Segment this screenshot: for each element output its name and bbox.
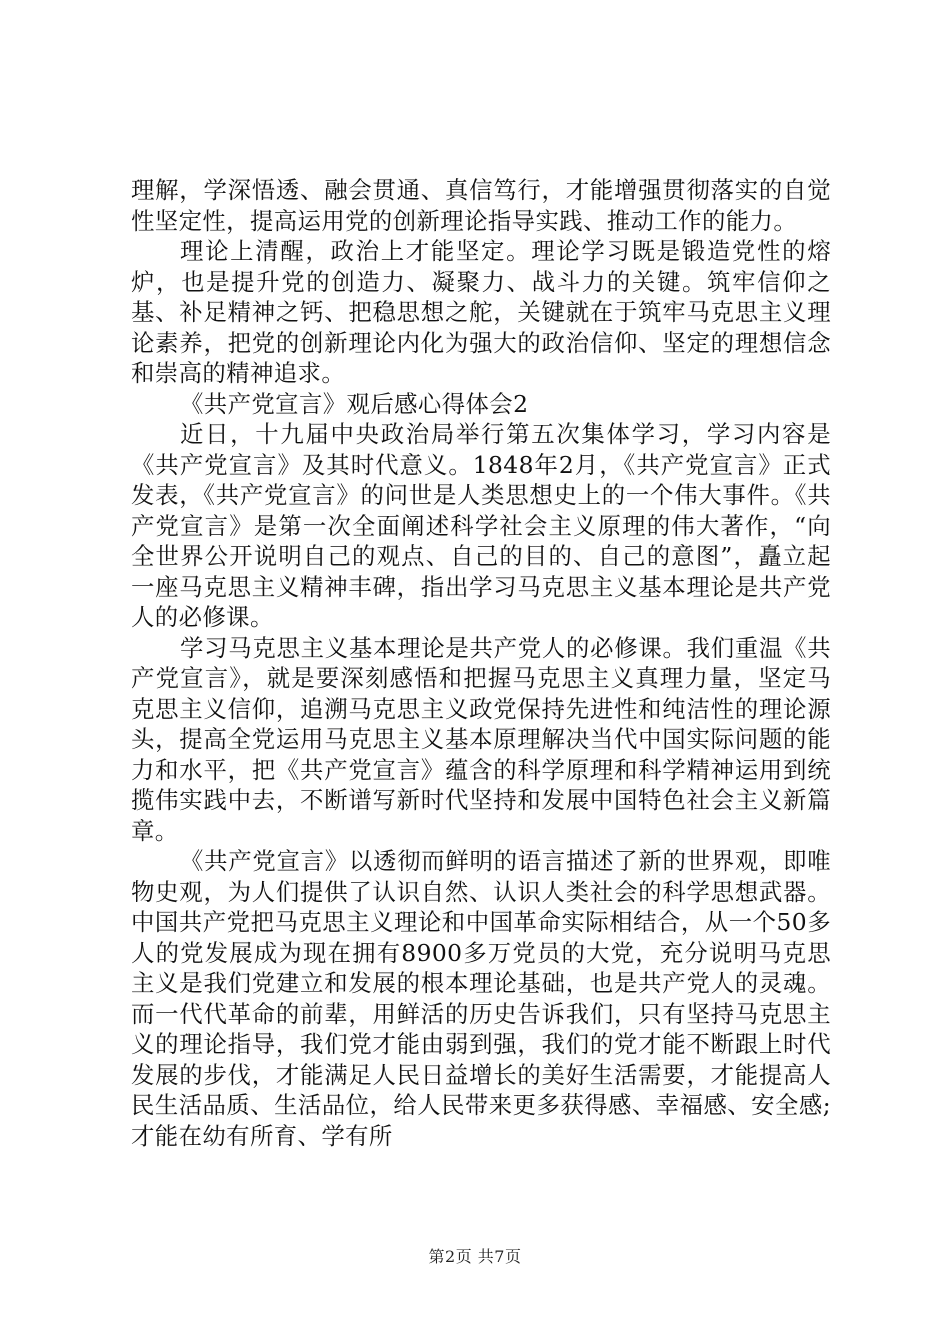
paragraph-3: 近日，十九届中央政治局举行第五次集体学习，学习内容是《共产党宣言》及其时代意义。1848年2月，《共产党宣言》正式发表，《共产党宣言》的问世是人类思想史上的一个伟大事件。《共产党宣言》是第一次全面阐述科学社会主义原理的伟大著作，“向全世界公开说明自己的观点、自己的目的、自己的意图”，矗立起一座马克思主义精神丰碑，指出学习马克思主义基本理论是共产党人的必修课。: [131, 420, 831, 631]
page-footer: 第2页 共7页: [428, 1247, 522, 1266]
paragraph-1: 理解，学深悟透、融会贯通、真信笃行，才能增强贯彻落实的自觉性坚定性，提高运用党的创新理论指导实践、推动工作的能力。: [131, 176, 831, 235]
paragraph-5: 《共产党宣言》以透彻而鲜明的语言描述了新的世界观，即唯物史观，为人们提供了认识自然、认识人类社会的科学思想武器。中国共产党把马克思主义理论和中国革命实际相结合，从一个50多人的党发展成为现在拥有8900多万党员的大党，充分说明马克思主义是我们党建立和发展的根本理论基础，也是共产党人的灵魂。而一代代革命的前辈，用鲜活的历史告诉我们，只有坚持马克思主义的理论指导，我们党才能由弱到强，我们的党才能不断跟上时代发展的步伐，才能满足人民日益增长的美好生活需要，才能提高人民生活品质、生活品位，给人民带来更多获得感、幸福感、安全感;才能在幼有所育、学有所: [131, 847, 831, 1150]
section-heading: 《共产党宣言》观后感心得体会2: [180, 389, 529, 418]
paragraph-2: 理论上清醒，政治上才能坚定。理论学习既是锻造党性的熔炉，也是提升党的创造力、凝聚力、战斗力的关键。筑牢信仰之基、补足精神之钙、把稳思想之舵，关键就在于筑牢马克思主义理论素养，把党的创新理论内化为强大的政治信仰、坚定的理想信念和崇高的精神追求。: [131, 237, 831, 387]
paragraph-4: 学习马克思主义基本理论是共产党人的必修课。我们重温《共产党宣言》，就是要深刻感悟和把握马克思主义真理力量，坚定马克思主义信仰，追溯马克思主义政党保持先进性和纯洁性的理论源头，提高全党运用马克思主义基本原理解决当代中国实际问题的能力和水平，把《共产党宣言》蕴含的科学原理和科学精神运用到统揽伟实践中去，不断谱写新时代坚持和发展中国特色社会主义新篇章。: [131, 633, 831, 845]
document-body: [131, 175, 831, 1151]
